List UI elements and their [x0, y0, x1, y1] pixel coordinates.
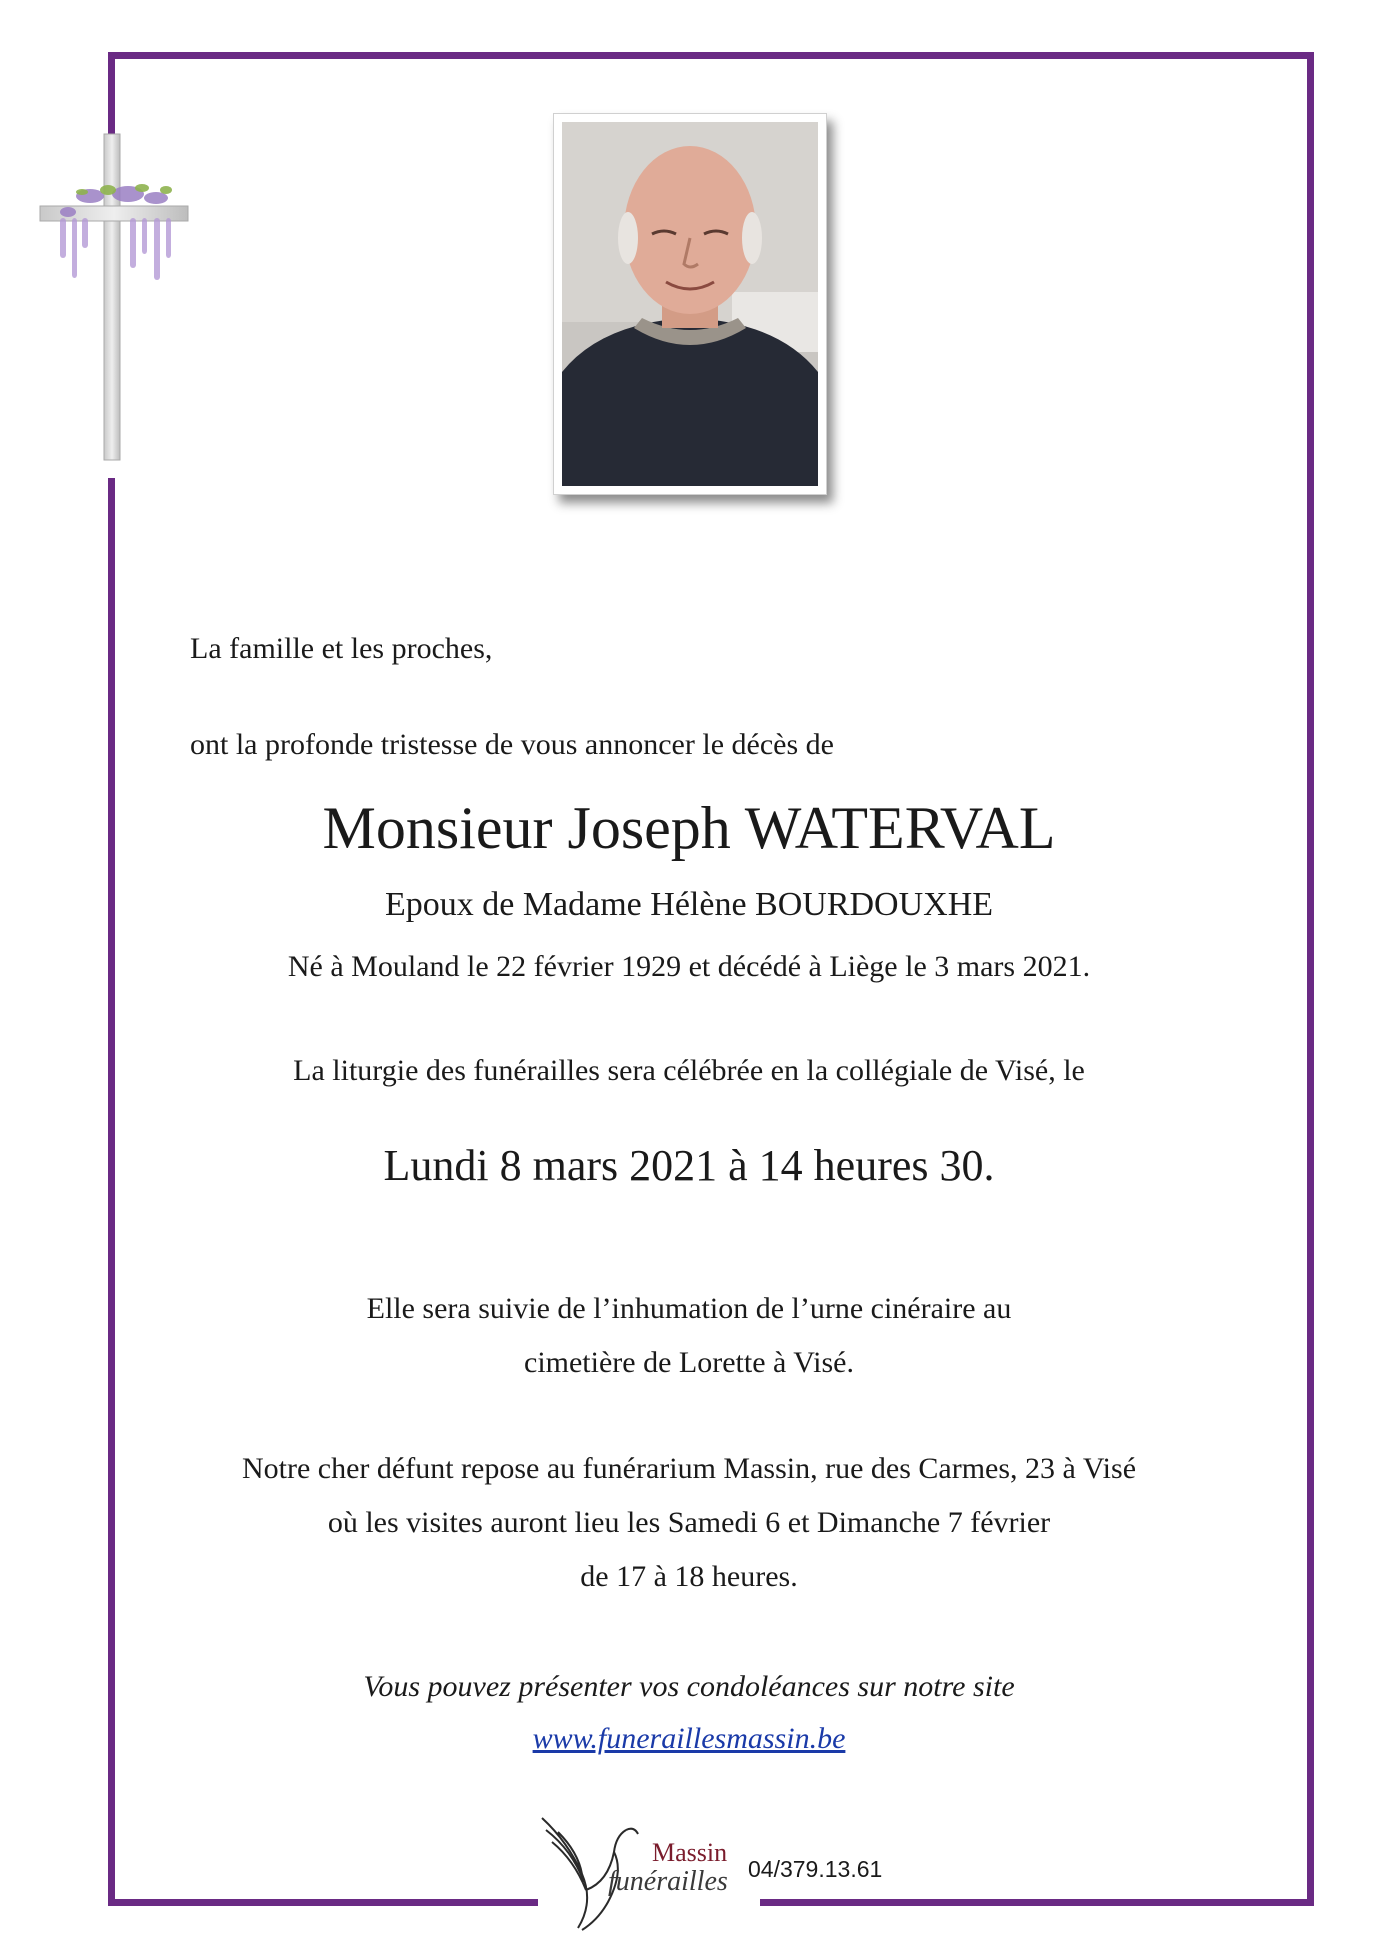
visits-line-1: Notre cher défunt repose au funérarium Massin, rue des Carmes, 23 à Visé	[241, 1452, 1137, 1485]
website-link[interactable]: www.funeraillesmassin.be	[532, 1722, 846, 1755]
logo-massin-text: Massin	[652, 1838, 728, 1867]
birth-death-line: Né à Mouland le 22 février 1929 et décédé à Liège le 3 mars 2021.	[287, 950, 1091, 983]
intro-line-announcement: ont la profonde tristesse de vous annoncer le décès de	[190, 728, 834, 761]
burial-line-1: Elle sera suivie de l’inhumation de l’urne cinéraire au	[366, 1292, 1012, 1325]
visits-line-2: où les visites auront lieu les Samedi 6 et Dimanche 7 février	[327, 1506, 1051, 1539]
cross-icon	[38, 132, 190, 462]
burial-line-2: cimetière de Lorette à Visé.	[524, 1346, 854, 1379]
condolences-link-wrapper	[0, 1722, 1378, 1756]
logo-funerailles-text: funérailles	[608, 1866, 728, 1897]
intro-line-family: La famille et les proches,	[190, 632, 493, 665]
portrait-photo	[553, 113, 827, 495]
condolences-text: Vous pouvez présenter vos condoléances sur notre site	[363, 1670, 1015, 1703]
frame-bottom-border-right	[760, 1899, 1314, 1906]
frame-bottom-border-left	[108, 1899, 538, 1906]
spouse-line: Epoux de Madame Hélène BOURDOUXHE	[384, 886, 994, 923]
phone-number: 04/379.13.61	[748, 1856, 883, 1882]
ceremony-intro: La liturgie des funérailles sera célébrée en la collégiale de Visé, le	[293, 1054, 1085, 1087]
visits-line-3: de 17 à 18 heures.	[580, 1560, 798, 1593]
deceased-name: Monsieur Joseph WATERVAL	[322, 795, 1056, 861]
frame-top-border	[108, 52, 1314, 59]
ceremony-datetime: Lundi 8 mars 2021 à 14 heures 30.	[383, 1141, 995, 1190]
